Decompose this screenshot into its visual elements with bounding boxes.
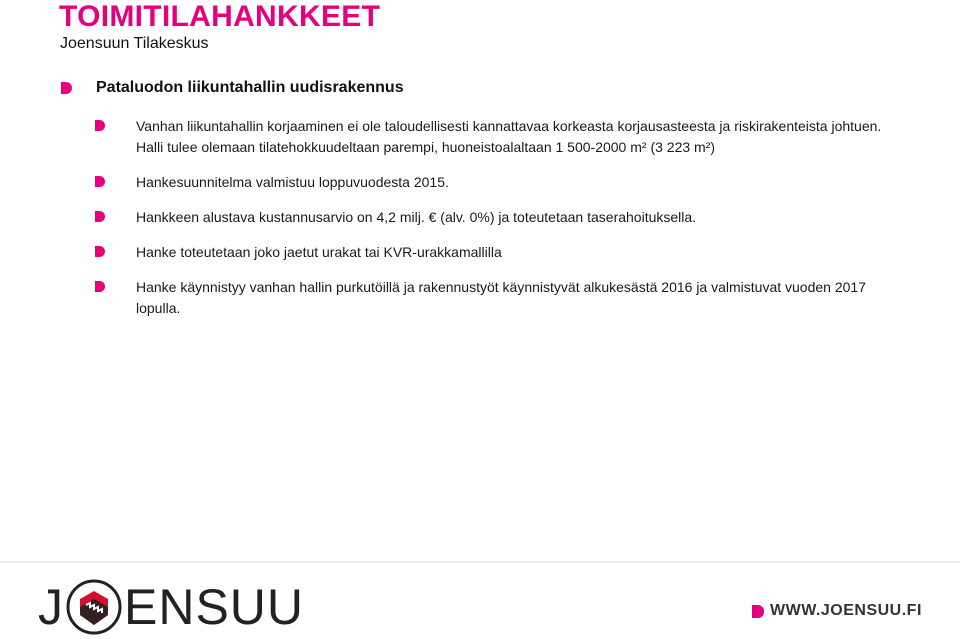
list-item: [95, 277, 885, 319]
main-bullet-label: Pataluodon liikuntahallin uudisrakennus: [96, 79, 404, 96]
list-item-text: Hankkeen alustava kustannusarvio on 4,2 milj. € (alv. 0%) ja toteutetaan taserahoituksella.: [136, 209, 697, 225]
website-link[interactable]: [752, 602, 922, 620]
bullet-icon: [61, 82, 72, 94]
page-title: TOIMITILAHANKKEET: [59, 0, 381, 33]
joensuu-logo: [38, 579, 304, 635]
bullet-icon: [95, 120, 105, 131]
bullet-icon: [752, 605, 764, 618]
list-item-text: Vanhan liikuntahallin korjaaminen ei ole taloudellisesti kannattavaa korkeasta korjausasteesta ja riskirakenteista johtuen. Halli tulee olemaan tilatehokkuudeltaan parempi, huoneistoalaltaan 1 500-2000 m² (3 223 m²): [136, 118, 882, 155]
sub-bullet-list: [95, 116, 885, 319]
bullet-icon: [95, 281, 105, 292]
bullet-icon: [95, 211, 105, 222]
bullet-icon: [95, 246, 105, 257]
website-text[interactable]: WWW.JOENSUU.FI: [770, 602, 922, 619]
joensuu-coat-of-arms-icon: [66, 579, 122, 635]
list-item-text: Hanke käynnistyy vanhan hallin purkutöillä ja rakennustyöt käynnistyvät alkukesästä 2016 ja valmistuvat vuoden 2017 lopulla.: [136, 279, 866, 316]
logo-letter-j: J: [38, 579, 64, 635]
footer-divider: [0, 561, 960, 563]
list-item: [95, 116, 885, 158]
main-bullet-item: [61, 79, 404, 97]
list-item: [95, 207, 885, 228]
page-subtitle: Joensuun Tilakeskus: [60, 35, 209, 52]
list-item: [95, 172, 885, 193]
list-item: [95, 242, 885, 263]
logo-wordmark: ENSUU: [124, 579, 305, 635]
list-item-text: Hankesuunnitelma valmistuu loppuvuodesta 2015.: [136, 174, 449, 190]
list-item-text: Hanke toteutetaan joko jaetut urakat tai KVR-urakkamallilla: [136, 244, 502, 260]
bullet-icon: [95, 176, 105, 187]
